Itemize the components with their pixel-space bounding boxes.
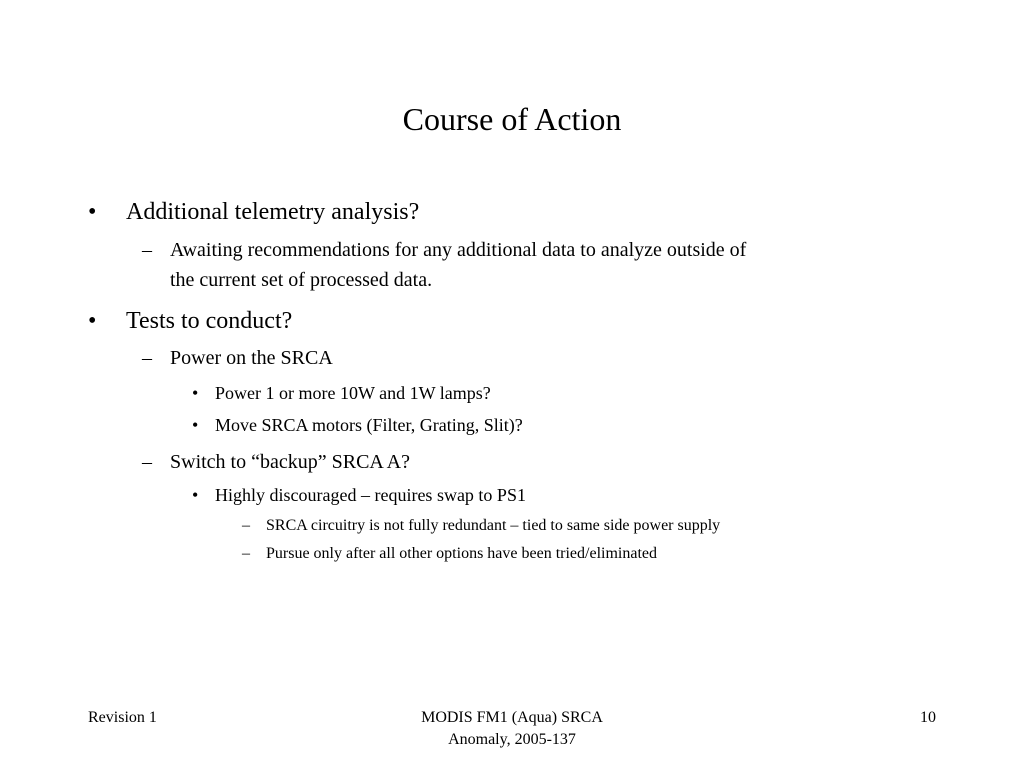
bullet-text: Additional telemetry analysis? — [126, 199, 420, 225]
sub-bullet-text: Switch to “backup” SRCA A? — [170, 451, 410, 473]
footer-center-text — [312, 707, 712, 751]
slide-title: Course of Action — [402, 101, 622, 137]
footer-revision: Revision 1 — [88, 709, 157, 726]
sub-bullet-text-line: Awaiting recommendations for any additional data to analyze outside of — [170, 239, 747, 261]
dash-marker: – — [242, 545, 250, 562]
sub-bullet-text — [170, 235, 746, 295]
dash-marker: – — [142, 347, 152, 369]
footer-center-line: MODIS FM1 (Aqua) SRCA — [421, 709, 603, 726]
bullet-marker: • — [192, 485, 199, 505]
level4-bullet-text: SRCA circuitry is not fully redundant – tied to same side power supply — [266, 517, 721, 534]
footer-center-line: Anomaly, 2005-137 — [448, 731, 576, 748]
sub-bullet-text-line: the current set of processed data. — [170, 269, 433, 291]
dash-marker: – — [142, 451, 152, 473]
sub-sub-bullet-text: Highly discouraged – requires swap to PS1 — [215, 485, 526, 505]
dash-marker: – — [242, 517, 250, 534]
sub-sub-bullet-text: Power 1 or more 10W and 1W lamps? — [215, 383, 491, 403]
bullet-marker: • — [192, 383, 199, 403]
bullet-marker: • — [88, 308, 97, 334]
level4-bullet-text: Pursue only after all other options have been tried/eliminated — [266, 545, 657, 562]
bullet-text: Tests to conduct? — [126, 308, 293, 334]
dash-marker: – — [142, 239, 152, 261]
bullet-marker: • — [88, 199, 97, 225]
sub-bullet-text: Power on the SRCA — [170, 347, 333, 369]
sub-sub-bullet-text: Move SRCA motors (Filter, Grating, Slit)? — [215, 415, 523, 435]
page-number: 10 — [920, 709, 936, 726]
bullet-marker: • — [192, 415, 199, 435]
